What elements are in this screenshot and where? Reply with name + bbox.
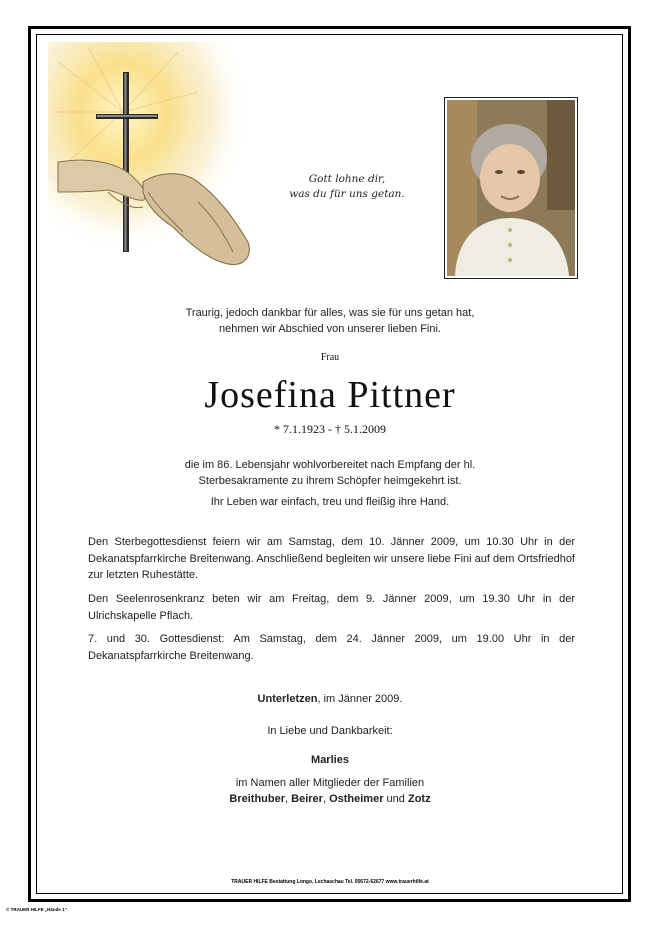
rosary-paragraph: Den Seelenrosenkranz beten wir am Freitag, dem 9. Jänner 2009, um 19.30 Uhr in der Ulrichskapelle Pflach. [88,593,575,622]
families-list [60,791,600,807]
family-name: Beirer [291,793,323,805]
footer-imprint: TRAUER HILFE Bestattung Longo, Lechaschau Tel. 05672-62677 www.trauerhilfe.at [231,879,429,885]
place: Unterletzen [257,693,318,705]
signer: Marlies [311,754,349,766]
portrait-image [447,100,575,276]
quote-line-1: Gott lohne dir, [308,173,386,185]
portrait-photo [444,97,578,279]
cross-icon [48,42,262,277]
quote-line-2: was du für uns getan. [289,188,405,200]
description-line-3: Ihr Leben war einfach, treu und fleißig ihre Hand. [210,496,450,508]
separator: , [285,793,292,805]
intro-text [60,305,600,337]
intro-line-1: Traurig, jedoch dankbar für alles, was sie für uns getan hat, [185,307,475,319]
family-name: Ostheimer [329,793,384,805]
description-line-2: Sterbesakramente zu ihrem Schöpfer heimgekehrt ist. [198,475,462,487]
place-date [60,691,600,707]
quote [262,172,432,202]
families-intro: im Namen aller Mitglieder der Familien [235,777,425,789]
intro-line-2: nehmen wir Abschied von unserer lieben Fini. [219,323,441,335]
corner-mark: © TRAUER HILFE „Hände 1“ [6,907,67,912]
separator: , [322,793,330,805]
family-name: Breithuber [229,793,286,805]
life-dates: * 7.1.1923 - † 5.1.2009 [274,422,386,436]
description [60,457,600,489]
family-name: Zotz [407,793,431,805]
description-line-1: die im 86. Lebensjahr wohlvorbereitet nach Empfang der hl. [184,459,476,471]
title-frau: Frau [320,352,340,363]
memorial-service-paragraph: 7. und 30. Gottesdienst: Am Samstag, dem 24. Jänner 2009, um 19.00 Uhr in der Dekanatspfarrkirche Breitenwang. [88,633,575,662]
date: , im Jänner 2009. [317,693,403,705]
funeral-service-paragraph: Den Sterbegottesdienst feiern wir am Samstag, dem 10. Jänner 2009, um 10.30 Uhr in der Dekanatspfarrkirche Breitenwang. Anschließend begleiten wir unsere liebe Fini auf dem Ortsfriedhof zur letzten Ruhestätte. [88,536,575,581]
love-gratitude: In Liebe und Dankbarkeit: [267,725,393,737]
deceased-name: Josefina Pittner [204,374,456,416]
cross-hands-illustration [48,42,262,277]
separator: und [383,793,408,805]
